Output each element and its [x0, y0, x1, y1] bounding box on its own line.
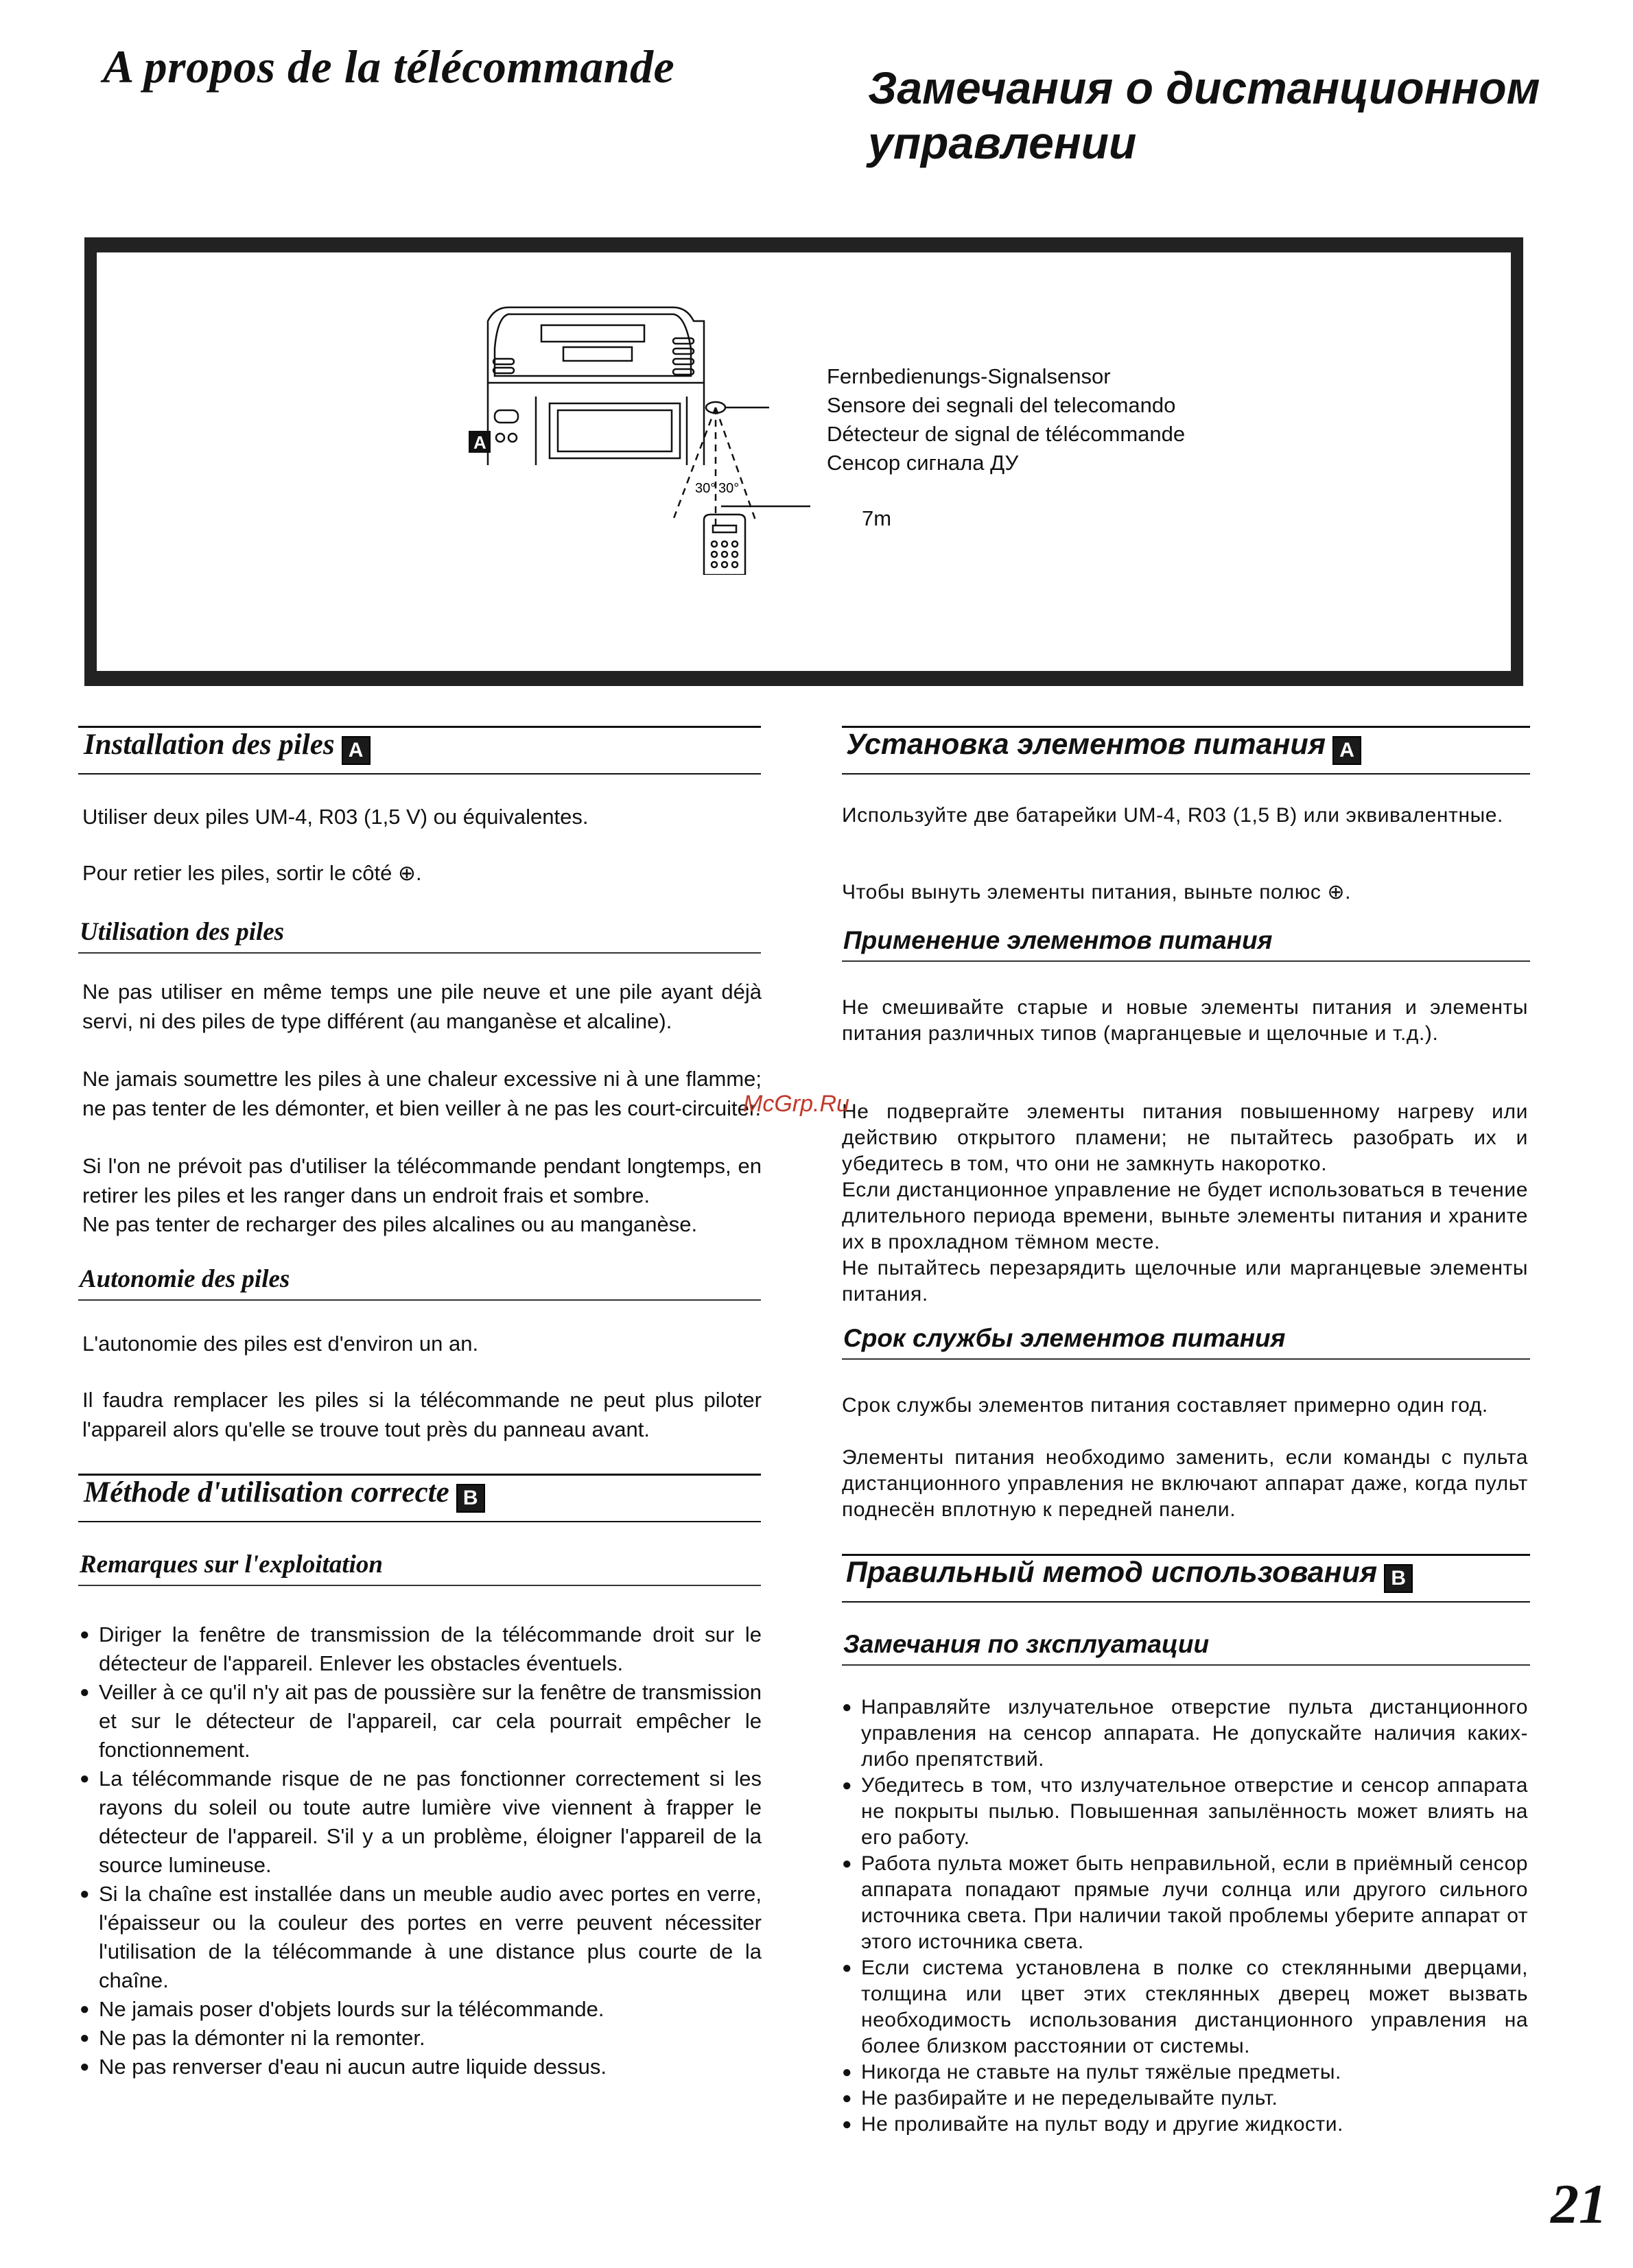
- list-item: ● Не проливайте на пульт воду и другие жидкости.: [842, 2112, 1528, 2138]
- angle-left-label: 30°: [695, 481, 716, 496]
- heading-autonomie-fr: Autonomie des piles: [80, 1265, 290, 1293]
- heading-utilisation-ru: Применение элементов питания: [843, 926, 1273, 954]
- page-number: 21: [1551, 2173, 1607, 2235]
- list-item: ● Никогда не ставьте на пульт тяжёлые предметы.: [842, 2059, 1528, 2086]
- sensor-label-it: Sensore dei segnali del telecomando: [827, 393, 1176, 417]
- list-item: ● Ne jamais poser d'objets lourds sur la télécommande.: [80, 1995, 762, 2024]
- heading-installation-ru: Установка элементов питания: [846, 728, 1326, 761]
- paragraph: L'autonomie des piles est d'environ un an.: [82, 1332, 479, 1356]
- sensor-label-fr: Détecteur de signal de télécommande: [827, 422, 1186, 446]
- subheading: [78, 1266, 761, 1301]
- page-title-ru: Замечания о дистанционном управлении: [868, 62, 1540, 168]
- list-item: ● Ne pas la démonter ni la remonter.: [80, 2024, 762, 2053]
- list-item: ● Если система установлена в полке со стеклянными дверцами, толщина или цвет этих стеклянных дверец может вызвать необходимость использования дистанционного управления на более близком расстоянии от системы.: [842, 1955, 1528, 2059]
- heading-remarques-fr: Remarques sur l'exploitation: [80, 1550, 384, 1579]
- paragraph: Pour retier les piles, sortir le côté ⊕.: [82, 861, 422, 885]
- paragraph: Срок службы элементов питания составляет примерно один год.: [842, 1394, 1488, 1417]
- heading-autonomie-ru: Срок службы элементов питания: [843, 1324, 1286, 1352]
- angle-right-label: 30°: [718, 481, 740, 496]
- remarks-list-ru: [842, 1694, 1528, 2138]
- heading-utilisation-fr: Utilisation des piles: [80, 918, 285, 946]
- paragraph: Используйте две батарейки UM-4, R03 (1,5 В) или эквивалентные.: [842, 804, 1503, 827]
- badge-a: A: [1332, 736, 1361, 765]
- heading-remarques-ru: Замечания по зксплуатации: [843, 1630, 1210, 1658]
- section-heading: [78, 1474, 761, 1522]
- list-item: ● Ne pas renverser d'eau ni aucun autre liquide dessus.: [80, 2053, 762, 2081]
- section-heading: [842, 1554, 1530, 1603]
- subheading: [842, 1325, 1530, 1360]
- figure-badge: A: [473, 432, 486, 453]
- sensor-label-de: Fernbedienungs-Signalsensor: [827, 364, 1111, 388]
- section-heading: [78, 726, 761, 775]
- paragraph: Utiliser deux piles UM-4, R03 (1,5 V) ou équivalentes.: [82, 805, 589, 829]
- paragraph: Если дистанционное управление не будет использоваться в течение длительного периода времени, выньте элементы питания и храните их в прохладном тёмном месте.: [842, 1179, 1528, 1253]
- paragraph: Il faudra remplacer les piles si la télécommande ne peut plus piloter l'appareil alors qu'elle se trouve tout près du panneau avant.: [82, 1388, 762, 1441]
- heading-methode-ru: Правильный метод использования: [846, 1556, 1378, 1589]
- subheading: [842, 1631, 1530, 1666]
- list-item: ● La télécommande risque de ne pas fonctionner correctement si les rayons du soleil ou toute autre lumière vive viennent à frapper le détecteur de l'appareil. S'il y a un problème, éloigner l'appareil de la source lumineuse.: [80, 1764, 762, 1880]
- paragraph: Не пытайтесь перезарядить щелочные или марганцевые элементы питания.: [842, 1257, 1528, 1306]
- paragraph: Ne pas tenter de recharger des piles alcalines ou au manganèse.: [82, 1212, 698, 1236]
- watermark: McGrp.Ru: [743, 1091, 849, 1117]
- list-item: ● Убедитесь в том, что излучательное отверстие и сенсор аппарата не покрыты пылью. Повышенная запылённость может влиять на его работу.: [842, 1773, 1528, 1851]
- badge-a: A: [342, 736, 371, 765]
- remarks-list-fr: [80, 1620, 762, 2081]
- column-ru: [842, 0, 1530, 2268]
- paragraph: Элементы питания необходимо заменить, если команды с пульта дистанционного управления не включают аппарат даже, когда пульт поднесён вплотную к передней панели.: [842, 1446, 1528, 1521]
- paragraph: Не подвергайте элементы питания повышенному нагреву или действию открытого пламени; не пытайтесь разобрать их и убедитесь в том, что они не замкнуть накоротко.: [842, 1100, 1528, 1175]
- paragraph: Ne jamais soumettre les piles à une chaleur excessive ni à une flamme; ne pas tenter de les démonter, et bien veiller à ne pas les court-circuiter.: [82, 1067, 762, 1120]
- heading-methode-fr: Méthode d'utilisation correcte: [84, 1476, 449, 1509]
- list-item: ● Diriger la fenêtre de transmission de la télécommande droit sur le détecteur de l'appareil. Enlever les obstacles éventuels.: [80, 1620, 762, 1678]
- heading-installation-fr: Installation des piles: [84, 729, 335, 761]
- badge-b: B: [1384, 1564, 1413, 1593]
- page-title-fr: A propos de la télécommande: [103, 40, 675, 93]
- distance-label: 7m: [862, 506, 892, 530]
- list-item: ● Veiller à ce qu'il n'y ait pas de poussière sur la fenêtre de transmission et sur le détecteur de l'appareil, car cela pourrait empêcher le fonctionnement.: [80, 1678, 762, 1764]
- paragraph: Не смешивайте старые и новые элементы питания и элементы питания различных типов (марганцевые и щелочные и т.д.).: [842, 996, 1528, 1045]
- section-heading: [842, 726, 1530, 775]
- list-item: ● Si la chaîne est installée dans un meuble audio avec portes en verre, l'épaisseur ou la couleur des portes en verre peuvent nécessiter l'utilisation de la télécommande à une distance plus courte de la chaîne.: [80, 1880, 762, 1995]
- paragraph: Чтобы вынуть элементы питания, выньте полюс ⊕.: [842, 881, 1352, 903]
- subheading: [78, 919, 761, 954]
- subheading: [842, 928, 1530, 962]
- list-item: ● Работа пульта может быть неправильной, если в приёмный сенсор аппарата попадают прямые лучи солнца или другого сильного источника света. При наличии такой проблемы уберите аппарат от этого источника света.: [842, 1851, 1528, 1955]
- list-item: ● Направляйте излучательное отверстие пульта дистанционного управления на сенсор аппарата. Не допускайте наличия каких-либо препятствий.: [842, 1694, 1528, 1773]
- paragraph: Ne pas utiliser en même temps une pile neuve et une pile ayant déjà servi, ni des piles de type différent (au manganèse et alcaline).: [82, 980, 762, 1033]
- paragraph: Si l'on ne prévoit pas d'utiliser la télécommande pendant longtemps, en retirer les piles et les ranger dans un endroit frais et sombre.: [82, 1154, 762, 1207]
- sensor-label-ru: Сенсор сигнала ДУ: [827, 451, 1019, 475]
- badge-b: B: [456, 1484, 485, 1513]
- list-item: ● Не разбирайте и не переделывайте пульт.: [842, 2086, 1528, 2112]
- column-fr: [78, 0, 761, 2268]
- subheading: [78, 1552, 761, 1586]
